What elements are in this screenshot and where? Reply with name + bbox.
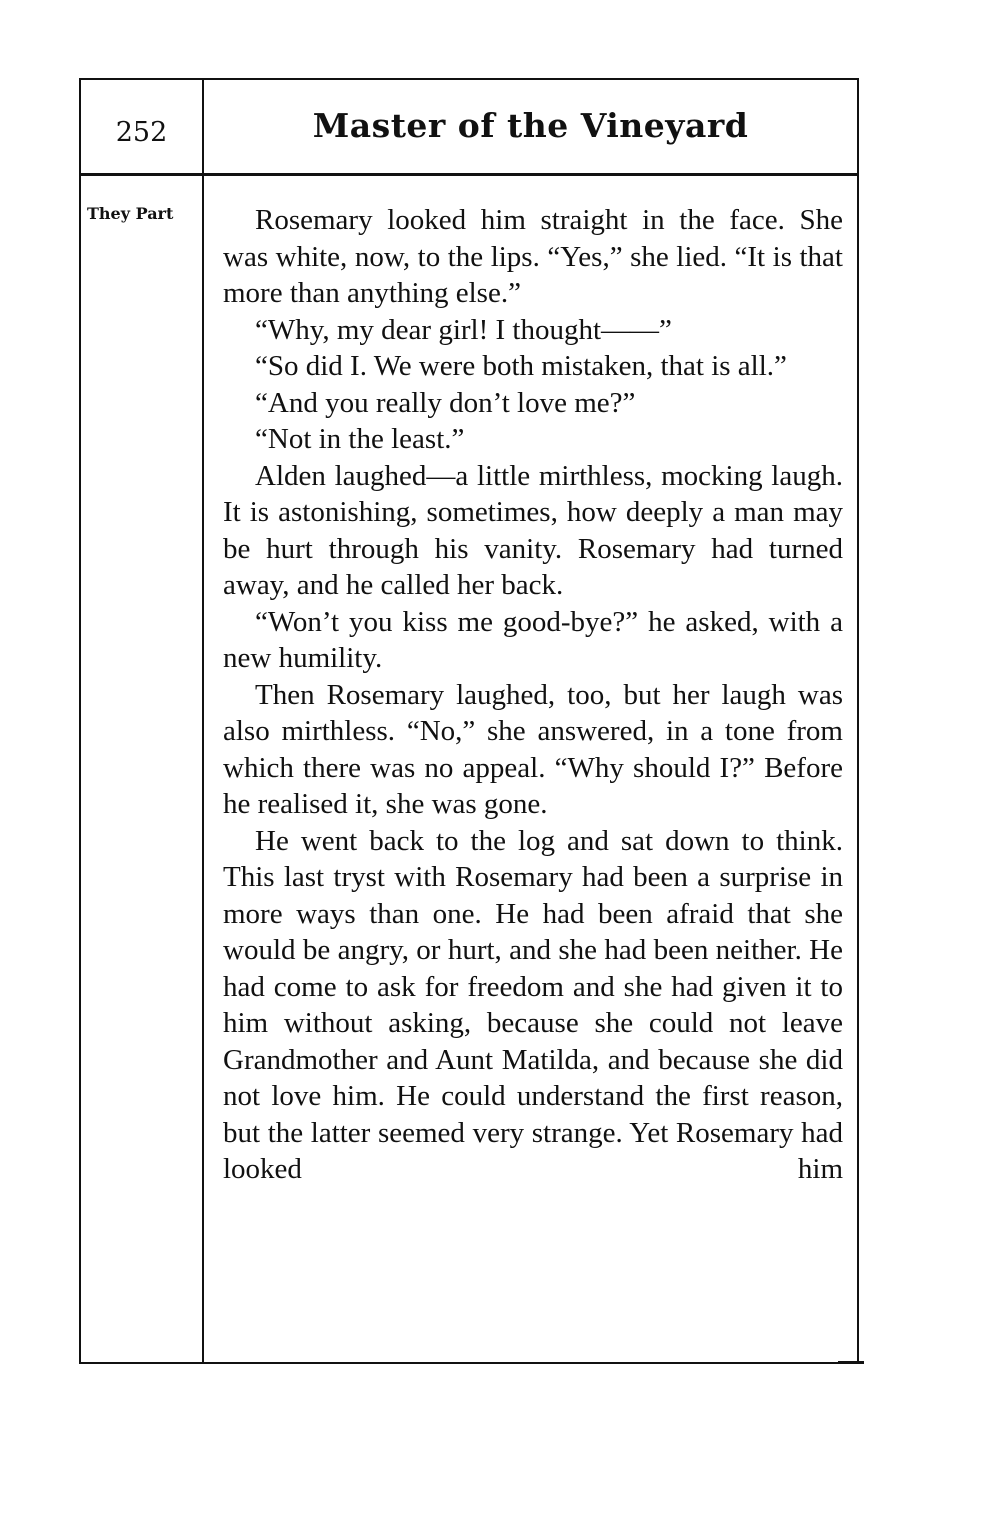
- frame-tick: [838, 1361, 864, 1364]
- margin-note: They Part: [87, 204, 174, 223]
- paragraph: “Not in the least.”: [255, 423, 465, 455]
- page-header: [81, 80, 857, 176]
- page-number: 252: [115, 116, 168, 148]
- gutter-divider: [202, 80, 204, 1362]
- paragraph: Rosemary looked him straight in the face. She was white, now, to the lips. “Yes,” she lied. “It is that more than anything else.”: [223, 204, 843, 309]
- paragraph: “Why, my dear girl! I thought——”: [255, 313, 672, 346]
- running-title: Master of the Vineyard: [312, 105, 749, 145]
- paragraph: Alden laughed—a little mirthless, mocking laugh. It is astonishing, sometimes, how deeply a man may be hurt through his vanity. Rosemary had turned away, and he called her back.: [223, 459, 843, 601]
- body-text: [223, 202, 843, 1188]
- paragraph: “Won’t you kiss me good-bye?” he asked, with a new humility.: [223, 605, 843, 674]
- paragraph: He went back to the log and sat down to think. This last tryst with Rosemary had been a surprise in more ways than one. He had been afraid that she would be angry, or hurt, and she had been neither. He had come to ask for freedom and she had given it to him without asking, because she could not leave Grandmother and Aunt Matilda, and because she did not love him. He could understand the first reason, but the latter seemed very strange. Yet Rosemary had looked him: [223, 824, 843, 1185]
- paragraph: “So did I. We were both mistaken, that is all.”: [255, 350, 787, 382]
- page-frame: [79, 78, 859, 1364]
- paragraph: “And you really don’t love me?”: [255, 386, 636, 419]
- paragraph: Then Rosemary laughed, too, but her laugh was also mirthless. “No,” she answered, in a tone from which there was no appeal. “Why should I?” Before he realised it, she was gone.: [223, 678, 843, 820]
